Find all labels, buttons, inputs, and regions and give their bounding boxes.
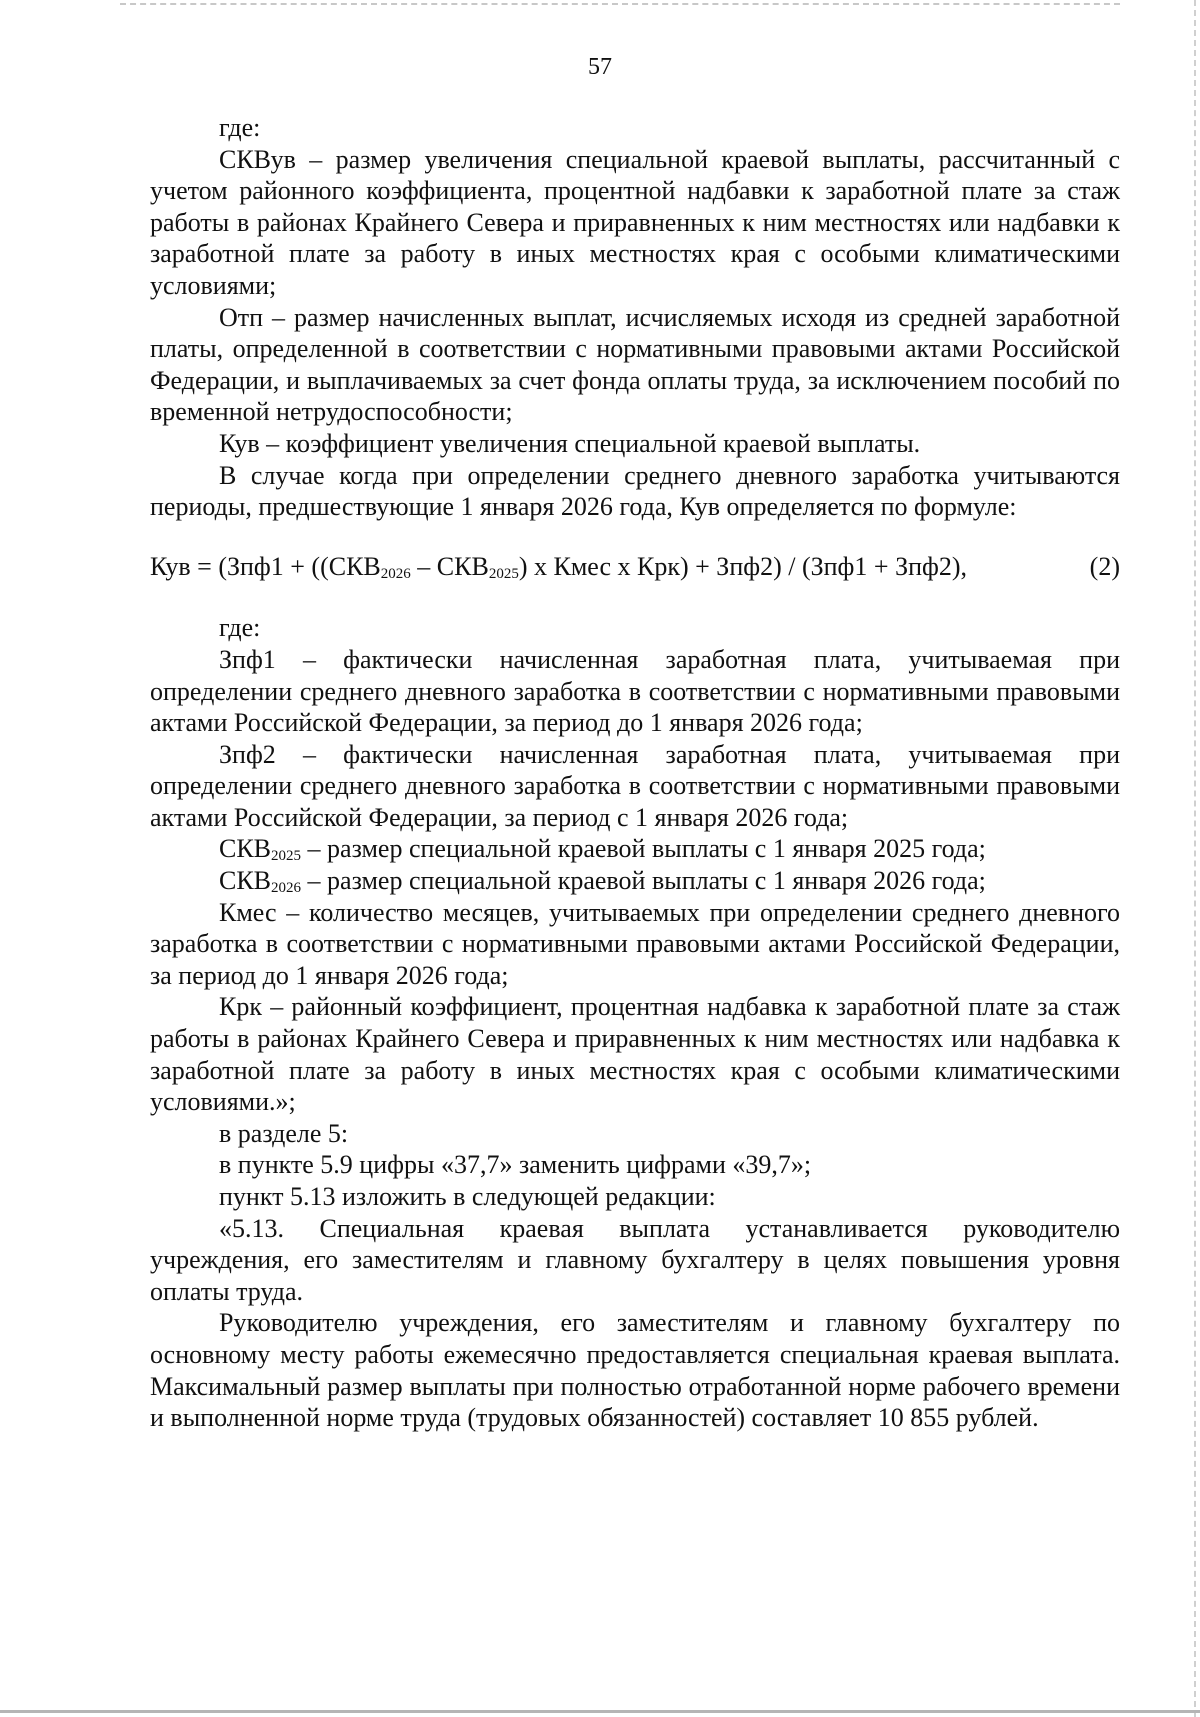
paragraph-kmes-definition: Кмес – количество месяцев, учитываемых при определении среднего дневного заработка в соответствии с нормативными правовыми актами Российской Федерации, за период до 1 января 2026 года; — [150, 897, 1120, 990]
paragraph-zpf1-definition: Зпф1 – фактически начисленная заработная плата, учитываемая при определении среднего дневного заработка в соответствии с нормативными правовыми актами Российской Федерации, за период до 1 января 2026 года; — [150, 644, 1120, 738]
document-body — [150, 112, 1120, 1434]
paragraph-max-payment: Руководителю учреждения, его заместителям и главному бухгалтеру по основному месту работы ежемесячно предоставляется специальная краевая выплата. Максимальный размер выплаты при полностью отработанной норме рабочего времени и выполненной норме труда (трудовых обязанностей) составляет 10 855 рублей. — [150, 1308, 1120, 1433]
paragraph-skv2026-definition: $СКВ_{2026}$ – размер специальной краевой выплаты с 1 января 2026 года; — [219, 866, 986, 897]
paragraph-section-5: в разделе 5: — [219, 1118, 349, 1148]
paragraph-otp-definition: Отп – размер начисленных выплат, исчисляемых исходя из средней заработной платы, определенной в соответствии с нормативными правовыми актами Российской Федерации, и выплачиваемых за счет фонда оплаты труда, за исключением пособий по временной нетрудоспособности; — [150, 302, 1120, 427]
paragraph-skvuv-definition: СКВув – размер увеличения специальной краевой выплаты, рассчитанный с учетом районного коэффициента, процентной надбавки к заработной плате за стаж работы в районах Крайнего Севера и приравненных к ним местностях или надбавки к заработной плате за работу в иных местностях края с особыми климатическими условиями; — [150, 144, 1120, 300]
paragraph-kuv-case: В случае когда при определении среднего дневного заработка учитываются периоды, предшествующие 1 января 2026 года, Кув определяется по формуле: — [150, 460, 1120, 522]
scan-edge-bottom — [0, 1710, 1200, 1713]
paragraph-item-5-9: в пункте 5.9 цифры «37,7» заменить цифрами «39,7»; — [219, 1150, 812, 1180]
paragraph-where-1: где: — [219, 113, 261, 142]
paragraph-item-5-13-text: «5.13. Специальная краевая выплата устанавливается руководителю учреждения, его заместителям и главному бухгалтеру в целях повышения уровня оплаты труда. — [150, 1213, 1120, 1306]
formula-2 — [150, 551, 1120, 583]
paragraph-zpf2-definition: Зпф2 – фактически начисленная заработная плата, учитываемая при определении среднего дневного заработка в соответствии с нормативными правовыми актами Российской Федерации, за период с 1 января 2026 года; — [150, 739, 1120, 832]
formula-number: (2) — [1089, 551, 1120, 581]
paragraph-kuv-definition: Кув – коэффициент увеличения специальной краевой выплаты. — [219, 428, 921, 458]
formula-expression: Кув = ($Зпф1 + ((СКВ_{2026} - СКВ_{2025})$ х Кмес х Крк) + Зпф2) / (Зпф1 + Зпф2), — [150, 551, 968, 582]
paragraph-krk-definition: Крк – районный коэффициент, процентная надбавка к заработной плате за стаж работы в районах Крайнего Севера и приравненных к ним местностях или надбавка к заработной плате за работу в иных местностях края с особыми климатическими условиями.»; — [150, 992, 1120, 1117]
paragraph-where-2: где: — [219, 613, 261, 643]
paragraph-skv2025-definition: $СКВ_{2025}$ – размер специальной краевой выплаты с 1 января 2025 года; — [219, 834, 986, 865]
paragraph-item-5-13-intro: пункт 5.13 изложить в следующей редакции: — [219, 1182, 716, 1211]
page-number: 57 — [588, 54, 612, 80]
scan-edge-right — [1194, 0, 1196, 1717]
scan-edge-top — [120, 3, 1120, 5]
